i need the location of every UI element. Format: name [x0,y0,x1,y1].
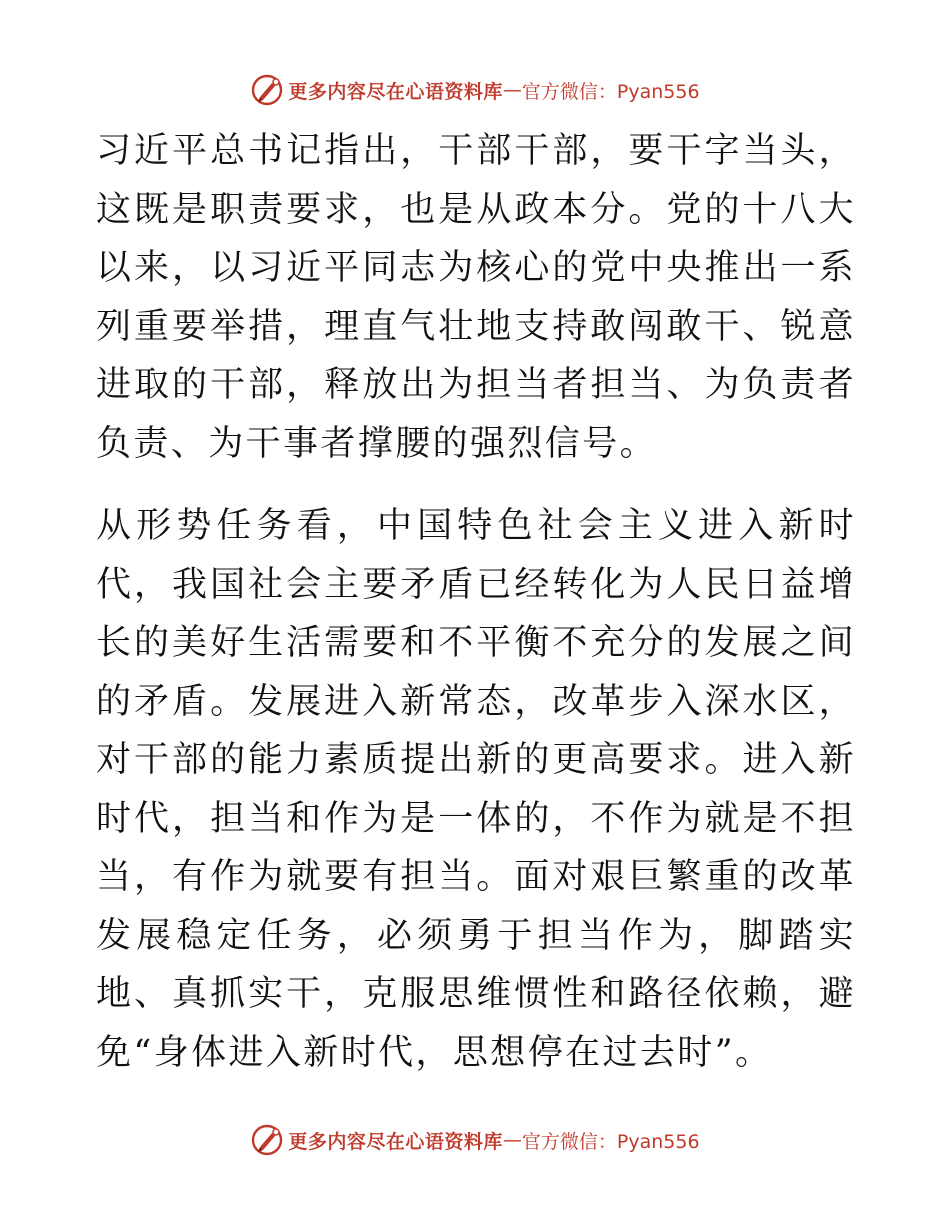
footer-banner [0,1120,950,1160]
paragraph-1: 习近平总书记指出，干部干部，要干字当头，这既是职责要求，也是从政本分。党的十八大以来，以习近平同志为核心的党中央推出一系列重要举措，理直气壮地支持敢闯敢干、锐意进取的干部，释放出为担当者担当、为负责者负责、为干事者撑腰的强烈信号。 [96,131,856,464]
header-wechat-text: 官方微信：Pyan556 [521,80,700,103]
pen-logo-icon [250,1123,284,1157]
footer-separator: — [502,1129,522,1151]
footer-wechat-text: 官方微信：Pyan556 [521,1130,700,1153]
header-brand-text: 更多内容尽在心语资料库 [288,80,503,103]
header-separator: — [502,79,522,101]
paragraph-2: 从形势任务看，中国特色社会主义进入新时代，我国社会主要矛盾已经转化为人民日益增长的美好生活需要和不平衡不充分的发展之间的矛盾。发展进入新常态，改革步入深水区，对干部的能力素质提出新的更高要求。进入新时代，担当和作为是一体的，不作为就是不担当，有作为就要有担当。面对艰巨繁重的改革发展稳定任务，必须勇于担当作为，脚踏实地、真抓实干，克服思维惯性和路径依赖，避免“身体进入新时代，思想停在过去时”。 [96,506,856,1073]
document-body [96,122,856,1082]
pen-logo-icon [250,73,284,107]
footer-brand-text: 更多内容尽在心语资料库 [288,1130,503,1153]
header-banner [0,70,950,110]
